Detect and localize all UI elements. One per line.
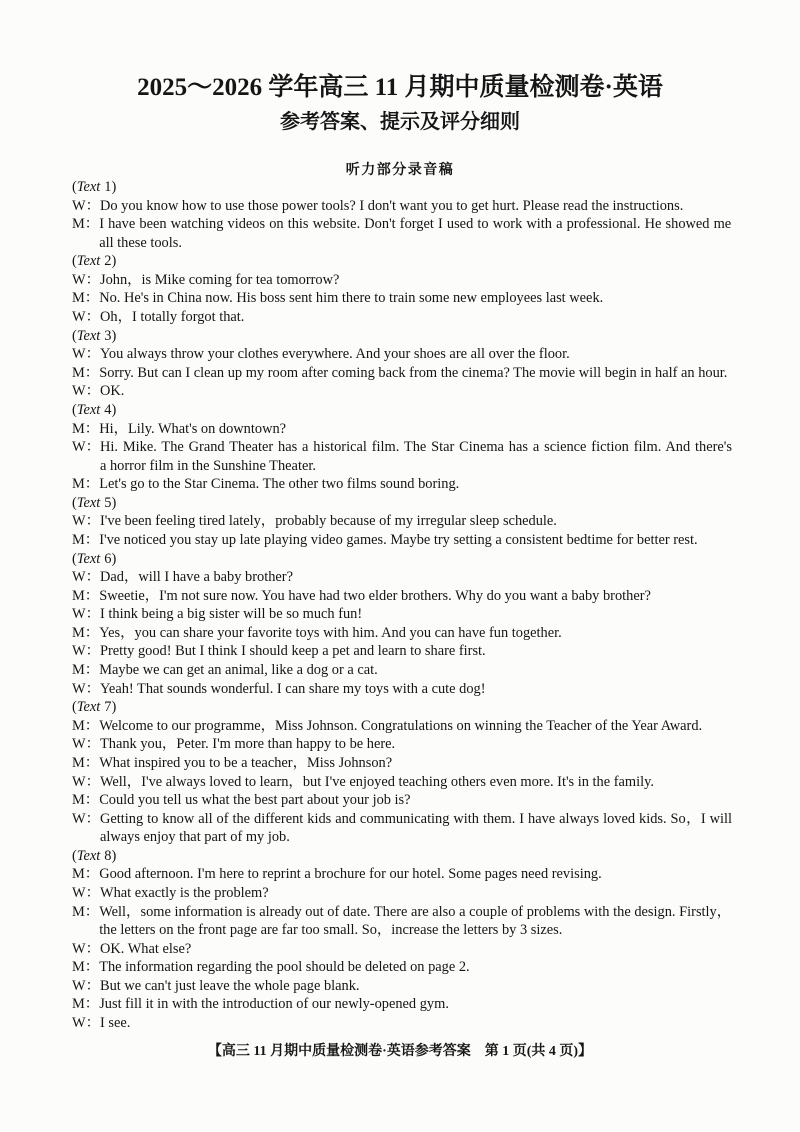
section-heading: 听力部分录音稿 xyxy=(345,163,455,178)
speaker-label: M： xyxy=(72,903,100,920)
turn-text xyxy=(99,995,449,1014)
dialogue-line: a horror film in the Sunshine Theater. xyxy=(99,457,316,474)
speaker-label: M： xyxy=(72,866,100,883)
turn-text xyxy=(100,773,654,792)
paren-open: ( xyxy=(72,179,77,195)
speaker-label: W： xyxy=(72,439,100,456)
dialogue-line: What exactly is the problem? xyxy=(99,884,269,901)
dialogue-line: I have been watching videos on this website. Don't forget I used to work with a professional. He showed me xyxy=(99,216,732,233)
turn-text xyxy=(100,308,244,327)
dialogue-turn xyxy=(72,438,736,475)
turn-text xyxy=(99,364,727,383)
speaker-label: W： xyxy=(72,513,100,530)
dialogue-line: Pretty good! But I think I should keep a pet and learn to share first. xyxy=(99,643,486,660)
dialogue-line: Yes，you can share your favorite toys with him. And you can have fun together. xyxy=(99,624,562,641)
dialogue-turn xyxy=(72,773,736,792)
turn-text xyxy=(99,754,392,773)
dialogue-line: Good afternoon. I'm here to reprint a brochure for our hotel. Some pages need revising. xyxy=(99,866,602,883)
text-label xyxy=(72,847,736,866)
paren-close: ) xyxy=(111,494,117,511)
dialogue-turn xyxy=(72,345,736,364)
speaker-label: W： xyxy=(72,680,100,697)
turn-text xyxy=(100,605,362,624)
speaker-label: M： xyxy=(72,420,100,437)
dialogue-line: Sorry. But can I clean up my room after coming back from the cinema? The movie will begin in half an hour. xyxy=(99,364,728,381)
speaker-label: M： xyxy=(72,754,100,771)
text-label-word: Text xyxy=(76,699,101,716)
dialogue-line: Well，I've always loved to learn，but I've enjoyed teaching others even more. It's in the family. xyxy=(99,773,654,790)
speaker-label: W： xyxy=(72,810,100,827)
text-label xyxy=(72,252,736,271)
turn-text xyxy=(99,587,651,606)
speaker-label: W： xyxy=(72,309,100,326)
dialogue-turn xyxy=(72,308,736,327)
text-label-word: Text xyxy=(76,253,101,270)
dialogue-line: Sweetie，I'm not sure now. You have had two elder brothers. Why do you want a baby brother? xyxy=(99,587,651,604)
listening-transcript xyxy=(72,178,736,1033)
text-label-number: 1 xyxy=(104,179,112,195)
text-label xyxy=(72,327,736,346)
speaker-label: W： xyxy=(72,884,100,901)
dialogue-line: OK. xyxy=(99,383,125,400)
dialogue-line: Just fill it in with the introduction of our newly-opened gym. xyxy=(99,996,449,1013)
text-label-number: 5 xyxy=(104,494,112,511)
dialogue-turn xyxy=(72,995,736,1014)
turn-text xyxy=(100,810,732,847)
dialogue-turn xyxy=(72,215,736,252)
dialogue-line: I think being a big sister will be so much fun! xyxy=(99,606,363,623)
dialogue-turn xyxy=(72,791,736,810)
dialogue-line: Hi. Mike. The Grand Theater has a historical film. The Star Cinema has a science fiction film. And there's xyxy=(99,439,732,456)
dialogue-line: You always throw your clothes everywhere. And your shoes are all over the floor. xyxy=(99,346,570,363)
dialogue-turn xyxy=(72,958,736,977)
paren-open: ( xyxy=(72,847,77,864)
dialogue-line: Let's go to the Star Cinema. The other two films sound boring. xyxy=(99,476,460,493)
text-label xyxy=(72,550,736,569)
paren-close: ) xyxy=(111,179,117,195)
dialogue-turn xyxy=(72,680,736,699)
turn-text xyxy=(99,661,378,680)
page-footer: 【高三 11 月期中质量检测卷·英语参考答案 第 1 页(共 4 页)】 xyxy=(207,1044,593,1059)
turn-text xyxy=(100,977,360,996)
dialogue-line: all these tools. xyxy=(99,234,182,251)
dialogue-line: Welcome to our programme，Miss Johnson. Congratulations on winning the Teacher of the Year Award. xyxy=(99,717,703,734)
dialogue-turn xyxy=(72,884,736,903)
dialogue-line: Oh，I totally forgot that. xyxy=(99,309,245,326)
dialogue-turn xyxy=(72,903,736,940)
paren-close: ) xyxy=(111,401,117,418)
document-title: 2025～2026 学年高三 11 月期中质量检测卷·英语 xyxy=(137,74,663,101)
speaker-label: W： xyxy=(72,383,100,400)
speaker-label: M： xyxy=(72,531,100,548)
text-label-number: 7 xyxy=(104,699,112,716)
dialogue-line: What inspired you to be a teacher，Miss Johnson? xyxy=(99,754,393,771)
turn-text xyxy=(99,289,603,308)
paren-close: ) xyxy=(111,327,117,344)
paren-close: ) xyxy=(111,253,117,270)
speaker-label: M： xyxy=(72,587,100,604)
turn-text xyxy=(100,438,732,475)
text-label xyxy=(72,494,736,513)
speaker-label: W： xyxy=(72,271,100,288)
dialogue-turn xyxy=(72,568,736,587)
dialogue-turn xyxy=(72,642,736,661)
turn-text xyxy=(100,642,486,661)
dialogue-turn xyxy=(72,197,736,216)
turn-text xyxy=(99,475,459,494)
dialogue-turn xyxy=(72,382,736,401)
turn-text xyxy=(99,215,731,252)
turn-text xyxy=(99,717,702,736)
dialogue-line: Getting to know all of the different kids and communicating with them. I have always loved kids. So，I will xyxy=(99,810,732,827)
turn-text xyxy=(99,531,697,550)
speaker-label: M： xyxy=(72,364,100,381)
text-label-word: Text xyxy=(76,401,101,418)
dialogue-line: the letters on the front page are far too small. So，increase the letters by 3 sizes. xyxy=(99,922,563,939)
dialogue-line: Maybe we can get an animal, like a dog or a cat. xyxy=(99,662,378,679)
turn-text xyxy=(100,1014,130,1033)
text-label-number: 2 xyxy=(104,253,112,270)
dialogue-line: Thank you，Peter. I'm more than happy to be here. xyxy=(99,736,396,753)
dialogue-turn xyxy=(72,512,736,531)
paren-close: ) xyxy=(111,550,117,567)
speaker-label: M： xyxy=(72,290,100,307)
turn-text xyxy=(99,420,286,439)
speaker-label: M： xyxy=(72,792,100,809)
dialogue-turn xyxy=(72,977,736,996)
dialogue-turn xyxy=(72,531,736,550)
text-label-number: 4 xyxy=(104,401,112,418)
turn-text xyxy=(99,958,469,977)
speaker-label: M： xyxy=(72,996,100,1013)
dialogue-line: The information regarding the pool should be deleted on page 2. xyxy=(99,959,470,976)
turn-text xyxy=(100,680,486,699)
turn-text xyxy=(99,865,602,884)
speaker-label: W： xyxy=(72,736,100,753)
paren-open: ( xyxy=(72,494,77,511)
paren-open: ( xyxy=(72,699,77,716)
text-label xyxy=(72,178,736,197)
speaker-label: W： xyxy=(72,346,100,363)
speaker-label: W： xyxy=(72,606,100,623)
dialogue-turn xyxy=(72,420,736,439)
dialogue-line: always enjoy that part of my job. xyxy=(99,829,290,846)
text-label-word: Text xyxy=(76,847,101,864)
document-subtitle: 参考答案、提示及评分细则 xyxy=(280,111,520,133)
dialogue-turn xyxy=(72,865,736,884)
speaker-label: W： xyxy=(72,569,100,586)
dialogue-turn xyxy=(72,810,736,847)
dialogue-line: Yeah! That sounds wonderful. I can share my toys with a cute dog! xyxy=(99,680,486,697)
dialogue-turn xyxy=(72,605,736,624)
text-label-word: Text xyxy=(76,327,101,344)
dialogue-turn xyxy=(72,754,736,773)
dialogue-turn xyxy=(72,271,736,290)
text-label xyxy=(72,401,736,420)
dialogue-turn xyxy=(72,717,736,736)
dialogue-line: I've been feeling tired lately，probably because of my irregular sleep schedule. xyxy=(99,513,557,530)
speaker-label: W： xyxy=(72,197,100,214)
dialogue-turn xyxy=(72,624,736,643)
dialogue-line: Dad，will I have a baby brother? xyxy=(99,569,293,586)
paren-open: ( xyxy=(72,550,77,567)
dialogue-line: OK. What else? xyxy=(99,940,192,957)
dialogue-line: I see. xyxy=(99,1015,131,1032)
text-label xyxy=(72,698,736,717)
dialogue-turn xyxy=(72,1014,736,1033)
dialogue-line: I've noticed you stay up late playing video games. Maybe try setting a consistent bedtime for better rest. xyxy=(99,531,698,548)
speaker-label: W： xyxy=(72,1015,100,1032)
dialogue-line: Well，some information is already out of date. There are also a couple of problems with the design. Firstly， xyxy=(99,903,732,920)
turn-text xyxy=(99,903,731,940)
dialogue-turn xyxy=(72,940,736,959)
turn-text xyxy=(100,512,557,531)
text-label-word: Text xyxy=(76,494,101,511)
dialogue-turn xyxy=(72,289,736,308)
turn-text xyxy=(100,884,269,903)
speaker-label: M： xyxy=(72,959,100,976)
paren-open: ( xyxy=(72,253,77,270)
text-label-number: 3 xyxy=(104,327,112,344)
dialogue-line: No. He's in China now. His boss sent him there to train some new employees last week. xyxy=(99,290,604,307)
speaker-label: W： xyxy=(72,977,100,994)
speaker-label: M： xyxy=(72,476,100,493)
dialogue-turn xyxy=(72,364,736,383)
dialogue-turn xyxy=(72,661,736,680)
speaker-label: M： xyxy=(72,624,100,641)
turn-text xyxy=(100,382,124,401)
speaker-label: W： xyxy=(72,940,100,957)
speaker-label: M： xyxy=(72,216,100,233)
paren-open: ( xyxy=(72,327,77,344)
turn-text xyxy=(100,735,395,754)
dialogue-turn xyxy=(72,735,736,754)
turn-text xyxy=(99,791,410,810)
speaker-label: W： xyxy=(72,773,100,790)
dialogue-line: But we can't just leave the whole page blank. xyxy=(99,977,360,994)
paren-close: ) xyxy=(111,699,117,716)
speaker-label: W： xyxy=(72,643,100,660)
dialogue-line: Hi，Lily. What's on downtown? xyxy=(99,420,287,437)
turn-text xyxy=(100,568,293,587)
turn-text xyxy=(100,345,570,364)
dialogue-turn xyxy=(72,587,736,606)
dialogue-line: Do you know how to use those power tools? I don't want you to get hurt. Please read the instructions. xyxy=(99,197,684,214)
dialogue-turn xyxy=(72,475,736,494)
text-label-word: Text xyxy=(76,550,101,567)
speaker-label: M： xyxy=(72,662,100,679)
paren-close: ) xyxy=(111,847,117,864)
text-label-word: Text xyxy=(76,179,101,195)
turn-text xyxy=(100,271,339,290)
text-label-number: 6 xyxy=(104,550,112,567)
dialogue-line: John，is Mike coming for tea tomorrow? xyxy=(99,271,340,288)
dialogue-line: Could you tell us what the best part about your job is? xyxy=(99,792,411,809)
turn-text xyxy=(99,624,562,643)
turn-text xyxy=(100,940,191,959)
paren-open: ( xyxy=(72,401,77,418)
text-label-number: 8 xyxy=(104,847,112,864)
speaker-label: M： xyxy=(72,717,100,734)
turn-text xyxy=(100,197,683,216)
